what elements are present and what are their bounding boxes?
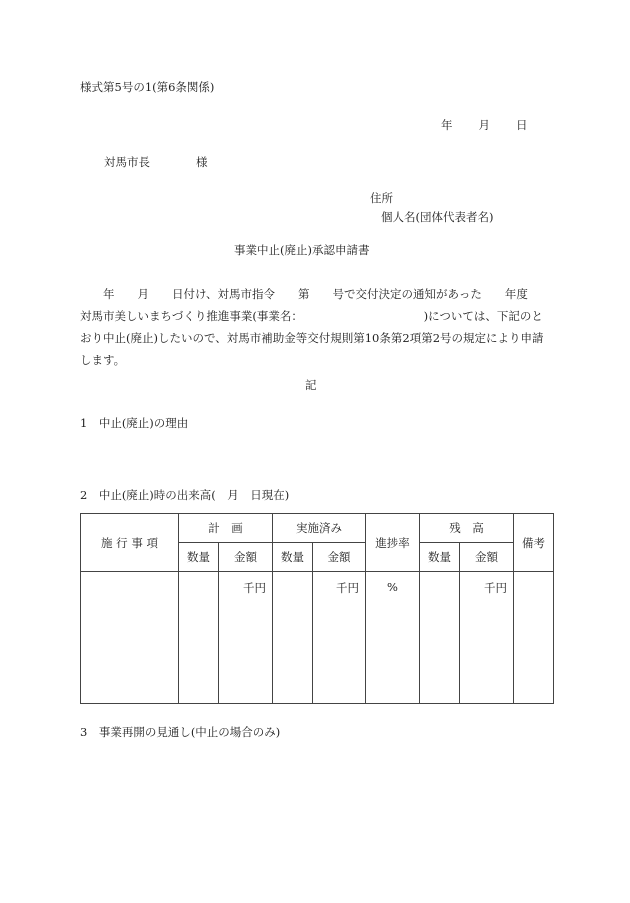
section-2-heading: 2 中止(廃止)時の出来高( 月 日現在): [80, 488, 290, 502]
cell-done-amount[interactable]: 千円: [313, 572, 366, 704]
header-remaining-amount: 金額: [460, 543, 514, 572]
ki-heading: 記: [305, 378, 317, 392]
body-paragraph: [80, 283, 555, 371]
header-remaining-qty: 数量: [420, 543, 460, 572]
cell-plan-amount[interactable]: 千円: [219, 572, 273, 704]
body-line: 年 月 日付け、対馬市指令 第 号で交付決定の通知があった 年度: [80, 287, 528, 301]
date-line: 年 月 日: [441, 118, 529, 132]
section-3-heading: 3 事業再開の見通し(中止の場合のみ): [80, 725, 281, 739]
cell-plan-qty[interactable]: [179, 572, 219, 704]
applicant-name-label: 個人名(団体代表者名): [381, 210, 494, 224]
cell-notes[interactable]: [514, 572, 554, 704]
cell-done-qty[interactable]: [273, 572, 313, 704]
header-progress: 進捗率: [366, 514, 420, 572]
header-done-amount: 金額: [313, 543, 366, 572]
header-notes: 備考: [514, 514, 554, 572]
document-title: 事業中止(廃止)承認申請書: [234, 243, 370, 257]
header-done: 実施済み: [273, 514, 366, 543]
cell-remaining-qty[interactable]: [420, 572, 460, 704]
header-remaining: 残 高: [420, 514, 514, 543]
body-line: します。: [80, 353, 126, 367]
cell-item[interactable]: [81, 572, 179, 704]
section-1-heading: 1 中止(廃止)の理由: [80, 416, 189, 430]
outcome-table: [80, 513, 554, 704]
header-done-qty: 数量: [273, 543, 313, 572]
header-plan-qty: 数量: [179, 543, 219, 572]
addressee: 対馬市長 様: [104, 155, 208, 169]
header-plan: 計 画: [179, 514, 273, 543]
address-label: 住所: [370, 191, 393, 205]
cell-progress[interactable]: %: [366, 572, 420, 704]
body-line: おり中止(廃止)したいので、対馬市補助金等交付規則第10条第2項第2号の規定により申請: [80, 331, 544, 345]
cell-remaining-amount[interactable]: 千円: [460, 572, 514, 704]
body-line: 対馬市美しいまちづくり推進事業(事業名： )については、下記のと: [80, 309, 543, 323]
header-plan-amount: 金額: [219, 543, 273, 572]
form-id: 様式第5号の1(第6条関係): [80, 80, 215, 94]
header-item: 施 行 事 項: [81, 514, 179, 572]
